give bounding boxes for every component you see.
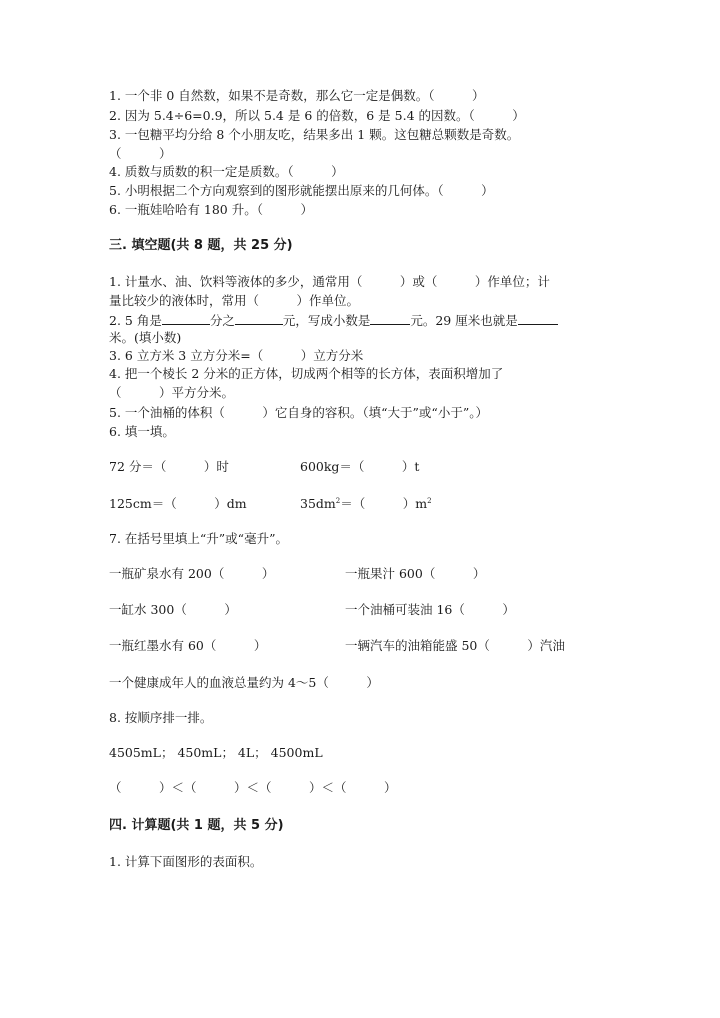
- fill-q6-a: 72 分＝（ ）时: [109, 459, 229, 474]
- fill-q6-d: [300, 496, 432, 512]
- fill-q7-r1a: 一瓶矿泉水有 200（ ）: [109, 566, 275, 581]
- calc-q1: 1. 计算下面图形的表面积。: [109, 854, 263, 869]
- fill-q6-b: 600kg＝（ ）t: [300, 459, 420, 474]
- answer-blank: [370, 312, 410, 325]
- fill-q6: 6. 填一填。: [109, 424, 175, 439]
- answer-blank: [162, 312, 210, 325]
- fill-q2-part-d: 元。29 厘米也就是: [410, 313, 518, 328]
- fill-q7-r2a: 一缸水 300（ ）: [109, 602, 237, 617]
- fill-q6-d-sup2: 2: [427, 496, 432, 505]
- section-title-calc: 四. 计算题(共 1 题，共 5 分): [109, 818, 284, 833]
- judge-item-2: 2. 因为 5.4÷6=0.9，所以 5.4 是 6 的倍数，6 是 5.4 的因数。（ ）: [109, 108, 525, 123]
- fill-q1-line2: 量比较少的液体时，常用（ ）作单位。: [109, 293, 360, 308]
- fill-q2-part-b: 分之: [209, 313, 235, 328]
- fill-q6-d-pre: 35dm: [300, 496, 336, 511]
- judge-item-3-answer: （ ）: [109, 146, 172, 161]
- fill-q6-c: 125cm＝（ ）dm: [109, 496, 247, 511]
- fill-q7-r4: 一个健康成年人的血液总量约为 4～5（ ）: [109, 675, 379, 690]
- answer-blank: [235, 312, 283, 325]
- judge-item-6: 6. 一瓶娃哈哈有 180 升。（ ）: [109, 202, 313, 217]
- answer-blank: [518, 312, 558, 325]
- fill-q2-part-c: 元，写成小数是: [282, 313, 371, 328]
- fill-q2-part-a: 2. 5 角是: [109, 313, 162, 328]
- judge-item-1: 1. 一个非 0 自然数，如果不是奇数，那么它一定是偶数。（ ）: [109, 88, 485, 103]
- fill-q5: 5. 一个油桶的体积（ ）它自身的容积。（填“大于”或“小于”。）: [109, 405, 488, 420]
- fill-q1-line1: 1. 计量水、油、饮料等液体的多少，通常用（ ）或（ ）作单位；计: [109, 274, 550, 289]
- section-title-fill: 三. 填空题(共 8 题，共 25 分): [109, 238, 293, 253]
- fill-q7-r3a: 一瓶红墨水有 60（ ）: [109, 638, 267, 653]
- judge-item-5: 5. 小明根据二个方向观察到的图形就能摆出原来的几何体。（ ）: [109, 183, 494, 198]
- fill-q7-r1b: 一瓶果汁 600（ ）: [345, 566, 486, 581]
- fill-q6-d-mid: ＝（ ）m: [340, 496, 428, 511]
- fill-q8-order: （ ）＜（ ）＜（ ）＜（ ）: [109, 780, 397, 795]
- fill-q2-line2: 米。(填小数): [109, 330, 182, 345]
- fill-q4-line2: （ ）平方分米。: [109, 385, 235, 400]
- judge-item-4: 4. 质数与质数的积一定是质数。（ ）: [109, 164, 344, 179]
- fill-q7-r3b: 一辆汽车的油箱能盛 50（ ）汽油: [345, 638, 565, 653]
- fill-q8-list: 4505mL； 450mL； 4L； 4500mL: [109, 745, 323, 760]
- fill-q2-line1: [109, 312, 558, 329]
- fill-q8: 8. 按顺序排一排。: [109, 710, 213, 725]
- fill-q3: 3. 6 立方米 3 立方分米=（ ）立方分米: [109, 348, 364, 363]
- fill-q4-line1: 4. 把一个棱长 2 分米的正方体，切成两个相等的长方体，表面积增加了: [109, 366, 504, 381]
- fill-q7: 7. 在括号里填上“升”或“毫升”。: [109, 531, 288, 546]
- fill-q6-d-sup: 2: [335, 496, 341, 505]
- fill-q7-r2b: 一个油桶可装油 16（ ）: [345, 602, 515, 617]
- judge-item-3: 3. 一包糖平均分给 8 个小朋友吃，结果多出 1 颗。这包糖总颗数是奇数。: [109, 127, 520, 142]
